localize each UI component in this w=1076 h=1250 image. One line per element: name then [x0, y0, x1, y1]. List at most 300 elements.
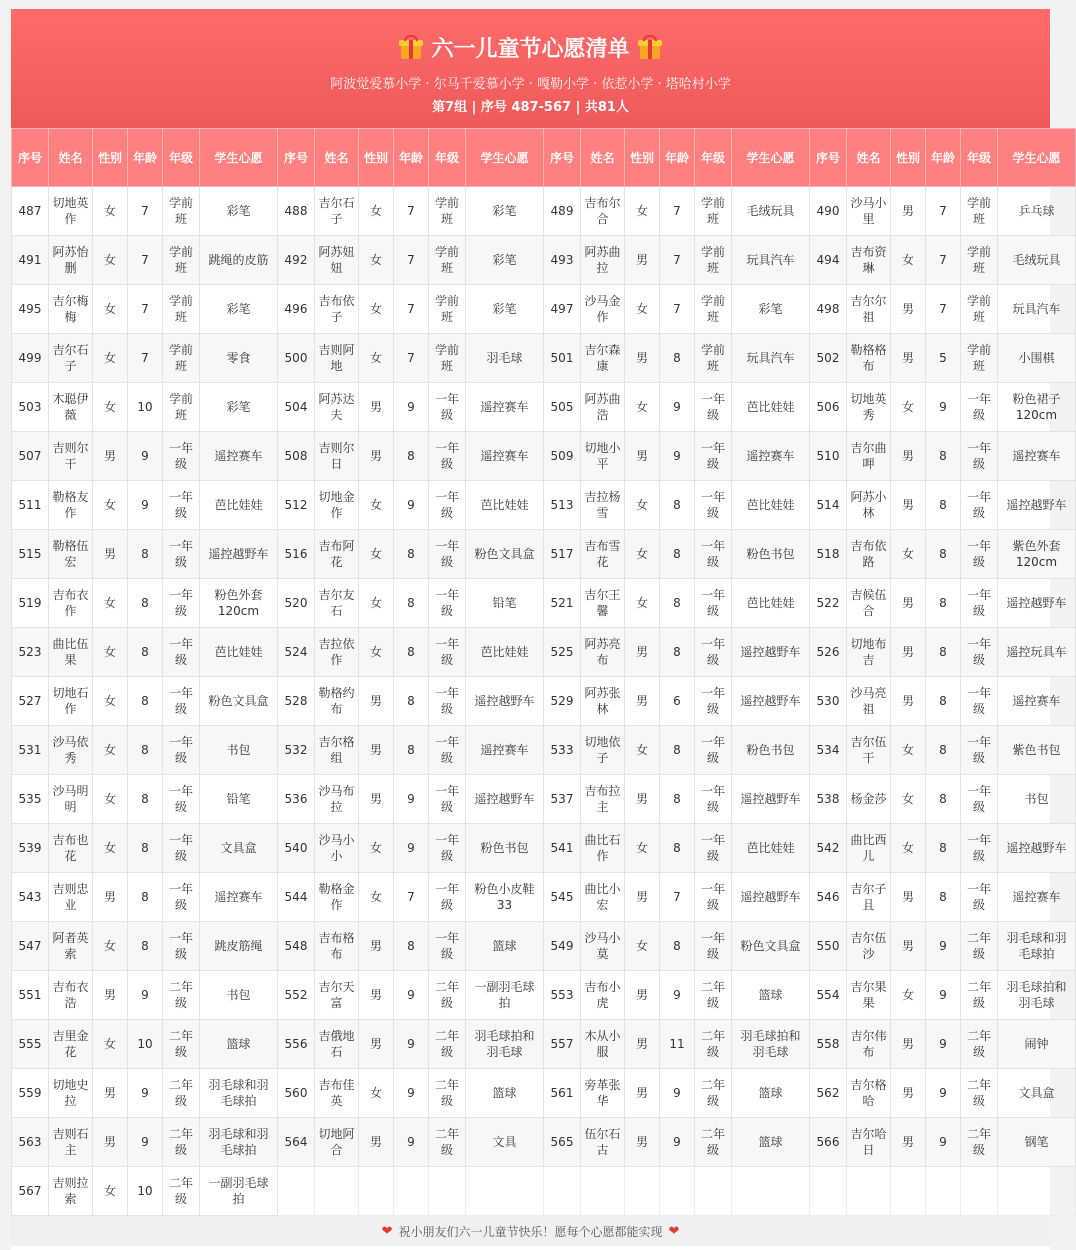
cell-gender: 女: [93, 824, 128, 873]
cell-wish: 篮球: [732, 971, 810, 1020]
column-header-name: 姓名: [581, 129, 625, 187]
column-header-wish: 学生心愿: [200, 129, 278, 187]
cell-wish: 玩具汽车: [998, 285, 1076, 334]
cell-grade: 一年级: [163, 824, 200, 873]
cell-seq: 556: [278, 1020, 315, 1069]
cell-wish: 乒乓球: [998, 187, 1076, 236]
cell-grade: 学前班: [695, 187, 732, 236]
cell-name: 吉尔石子: [315, 187, 359, 236]
cell-wish: 玩具汽车: [732, 236, 810, 285]
cell-name: 切地英秀: [847, 383, 891, 432]
cell-gender: 男: [891, 1020, 926, 1069]
cell-wish: 篮球: [466, 922, 544, 971]
cell-age: 9: [394, 824, 429, 873]
cell-grade: 一年级: [695, 383, 732, 432]
cell-age: 8: [128, 579, 163, 628]
cell-gender: 女: [891, 775, 926, 824]
cell-gender: 男: [359, 726, 394, 775]
cell-grade: 二年级: [429, 1020, 466, 1069]
cell-name: 勒格友作: [49, 481, 93, 530]
cell-gender: 男: [625, 1069, 660, 1118]
cell-gender: 女: [625, 383, 660, 432]
cell-wish: 芭比娃娃: [732, 579, 810, 628]
cell-grade: 一年级: [163, 579, 200, 628]
cell-age: 9: [394, 1069, 429, 1118]
cell-seq: 554: [810, 971, 847, 1020]
cell-seq: 535: [12, 775, 49, 824]
cell-gender: 男: [891, 187, 926, 236]
cell-name: 阿苏怡删: [49, 236, 93, 285]
cell-gender: 男: [625, 1118, 660, 1167]
cell-gender: 女: [93, 187, 128, 236]
cell-wish: 彩笔: [466, 285, 544, 334]
cell-name: 曲比伍果: [49, 628, 93, 677]
cell-wish: 粉色外套120cm: [200, 579, 278, 628]
empty-cell: [394, 1167, 429, 1216]
cell-seq: 513: [544, 481, 581, 530]
cell-wish: 彩笔: [200, 383, 278, 432]
cell-name: 吉尔梅梅: [49, 285, 93, 334]
cell-seq: 507: [12, 432, 49, 481]
cell-age: 7: [660, 285, 695, 334]
cell-grade: 一年级: [163, 775, 200, 824]
cell-gender: 男: [359, 1118, 394, 1167]
cell-seq: 499: [12, 334, 49, 383]
cell-wish: 遥控赛车: [998, 873, 1076, 922]
cell-gender: 男: [891, 1118, 926, 1167]
cell-age: 9: [394, 383, 429, 432]
cell-wish: 钢笔: [998, 1118, 1076, 1167]
cell-seq: 517: [544, 530, 581, 579]
cell-gender: 男: [625, 628, 660, 677]
table-row: [12, 579, 1076, 628]
empty-cell: [581, 1167, 625, 1216]
cell-name: 吉尔森康: [581, 334, 625, 383]
cell-name: 切地石作: [49, 677, 93, 726]
cell-gender: 女: [93, 481, 128, 530]
cell-seq: 549: [544, 922, 581, 971]
cell-grade: 学前班: [695, 236, 732, 285]
cell-grade: 一年级: [429, 873, 466, 922]
empty-cell: [315, 1167, 359, 1216]
cell-gender: 女: [93, 726, 128, 775]
cell-grade: 学前班: [163, 187, 200, 236]
cell-name: 吉尔格组: [315, 726, 359, 775]
column-header-wish: 学生心愿: [998, 129, 1076, 187]
cell-wish: 玩具汽车: [732, 334, 810, 383]
table-row: [12, 971, 1076, 1020]
cell-seq: 520: [278, 579, 315, 628]
cell-name: 勒格格布: [847, 334, 891, 383]
table-row: [12, 922, 1076, 971]
cell-wish: 书包: [998, 775, 1076, 824]
empty-cell: [926, 1167, 961, 1216]
cell-name: 沙马亮祖: [847, 677, 891, 726]
cell-wish: 粉色书包: [732, 530, 810, 579]
cell-seq: 551: [12, 971, 49, 1020]
cell-gender: 女: [359, 236, 394, 285]
cell-grade: 学前班: [163, 334, 200, 383]
column-header-seq: 序号: [544, 129, 581, 187]
table-row: [12, 1020, 1076, 1069]
table-row: [12, 334, 1076, 383]
cell-seq: 494: [810, 236, 847, 285]
cell-wish: 文具: [466, 1118, 544, 1167]
cell-grade: 一年级: [695, 432, 732, 481]
cell-seq: 500: [278, 334, 315, 383]
cell-grade: 一年级: [961, 775, 998, 824]
cell-seq: 562: [810, 1069, 847, 1118]
cell-seq: 491: [12, 236, 49, 285]
cell-seq: 498: [810, 285, 847, 334]
cell-wish: 粉色文具盒: [732, 922, 810, 971]
cell-gender: 女: [93, 628, 128, 677]
cell-seq: 492: [278, 236, 315, 285]
cell-seq: 545: [544, 873, 581, 922]
cell-age: 10: [128, 1167, 163, 1216]
cell-grade: 一年级: [429, 481, 466, 530]
cell-seq: 506: [810, 383, 847, 432]
cell-gender: 女: [625, 726, 660, 775]
empty-cell: [544, 1167, 581, 1216]
cell-gender: 女: [359, 285, 394, 334]
footer-text: 祝小朋友们六一儿童节快乐！愿每个心愿都能实现: [398, 1224, 663, 1239]
cell-seq: 538: [810, 775, 847, 824]
cell-age: 9: [394, 775, 429, 824]
cell-age: 7: [128, 334, 163, 383]
cell-name: 吉尔格哈: [847, 1069, 891, 1118]
cell-name: 吉尔石子: [49, 334, 93, 383]
cell-seq: 560: [278, 1069, 315, 1118]
cell-gender: 男: [891, 334, 926, 383]
cell-age: 9: [660, 383, 695, 432]
column-header-age: 年龄: [926, 129, 961, 187]
cell-name: 阿苏达夫: [315, 383, 359, 432]
cell-wish: 闹钟: [998, 1020, 1076, 1069]
cell-wish: 零食: [200, 334, 278, 383]
cell-wish: 遥控越野车: [466, 677, 544, 726]
cell-age: 9: [926, 1118, 961, 1167]
column-header-seq: 序号: [12, 129, 49, 187]
cell-gender: 女: [359, 530, 394, 579]
cell-age: 9: [660, 1069, 695, 1118]
table-row: [12, 873, 1076, 922]
empty-cell: [732, 1167, 810, 1216]
cell-gender: 女: [625, 481, 660, 530]
cell-seq: 544: [278, 873, 315, 922]
cell-gender: 女: [93, 1167, 128, 1216]
cell-name: 吉布拉主: [581, 775, 625, 824]
cell-gender: 女: [93, 775, 128, 824]
empty-cell: [359, 1167, 394, 1216]
empty-cell: [810, 1167, 847, 1216]
cell-wish: 羽毛球和羽毛球拍: [998, 922, 1076, 971]
empty-cell: [998, 1167, 1076, 1216]
cell-grade: 一年级: [695, 922, 732, 971]
cell-gender: 女: [359, 334, 394, 383]
table-row: [12, 677, 1076, 726]
cell-grade: 学前班: [961, 187, 998, 236]
cell-grade: 二年级: [961, 971, 998, 1020]
cell-grade: 学前班: [163, 236, 200, 285]
cell-wish: 遥控赛车: [998, 432, 1076, 481]
cell-age: 8: [394, 677, 429, 726]
cell-age: 8: [660, 824, 695, 873]
cell-name: 吉布依子: [315, 285, 359, 334]
cell-age: 8: [926, 775, 961, 824]
cell-age: 9: [128, 432, 163, 481]
cell-seq: 564: [278, 1118, 315, 1167]
cell-gender: 男: [625, 1020, 660, 1069]
cell-wish: 羽毛球和羽毛球拍: [200, 1118, 278, 1167]
cell-wish: 彩笔: [466, 187, 544, 236]
table-row: [12, 1069, 1076, 1118]
cell-wish: 粉色小皮鞋33: [466, 873, 544, 922]
column-header-grade: 年级: [429, 129, 466, 187]
cell-wish: 铅笔: [466, 579, 544, 628]
cell-name: 勒格约布: [315, 677, 359, 726]
cell-age: 11: [660, 1020, 695, 1069]
gift-icon: [638, 35, 662, 59]
cell-seq: 524: [278, 628, 315, 677]
cell-seq: 489: [544, 187, 581, 236]
cell-wish: 遥控赛车: [732, 432, 810, 481]
cell-age: 9: [128, 1118, 163, 1167]
cell-name: 阿者英索: [49, 922, 93, 971]
cell-seq: 504: [278, 383, 315, 432]
cell-grade: 学前班: [429, 236, 466, 285]
page-footer: [11, 1216, 1050, 1246]
empty-cell: [847, 1167, 891, 1216]
cell-wish: 遥控赛车: [200, 873, 278, 922]
cell-gender: 男: [891, 873, 926, 922]
cell-wish: 遥控越野车: [732, 628, 810, 677]
cell-age: 8: [128, 628, 163, 677]
column-header-age: 年龄: [660, 129, 695, 187]
cell-name: 阿苏妞妞: [315, 236, 359, 285]
cell-grade: 一年级: [961, 726, 998, 775]
cell-seq: 558: [810, 1020, 847, 1069]
cell-age: 9: [394, 481, 429, 530]
cell-name: 吉布小虎: [581, 971, 625, 1020]
cell-name: 吉尔曲呷: [847, 432, 891, 481]
cell-grade: 一年级: [961, 383, 998, 432]
cell-name: 吉布依路: [847, 530, 891, 579]
cell-name: 切地依子: [581, 726, 625, 775]
cell-grade: 学前班: [695, 334, 732, 383]
cell-age: 9: [128, 481, 163, 530]
cell-name: 阿苏小林: [847, 481, 891, 530]
column-header-grade: 年级: [961, 129, 998, 187]
cell-seq: 526: [810, 628, 847, 677]
cell-seq: 508: [278, 432, 315, 481]
cell-gender: 男: [625, 775, 660, 824]
table-row: [12, 1118, 1076, 1167]
cell-name: 阿苏曲拉: [581, 236, 625, 285]
cell-gender: 男: [359, 775, 394, 824]
cell-name: 木从小服: [581, 1020, 625, 1069]
cell-name: 沙马明明: [49, 775, 93, 824]
cell-seq: 490: [810, 187, 847, 236]
cell-grade: 二年级: [163, 971, 200, 1020]
cell-seq: 546: [810, 873, 847, 922]
cell-name: 吉尔王馨: [581, 579, 625, 628]
cell-name: 阿苏张林: [581, 677, 625, 726]
cell-grade: 学前班: [429, 285, 466, 334]
cell-seq: 548: [278, 922, 315, 971]
cell-wish: 芭比娃娃: [732, 824, 810, 873]
cell-gender: 女: [891, 971, 926, 1020]
cell-age: 7: [660, 187, 695, 236]
cell-wish: 羽毛球: [466, 334, 544, 383]
cell-seq: 497: [544, 285, 581, 334]
cell-gender: 女: [359, 481, 394, 530]
cell-age: 8: [660, 334, 695, 383]
cell-grade: 一年级: [429, 579, 466, 628]
cell-wish: 遥控越野车: [200, 530, 278, 579]
cell-name: 勒格金作: [315, 873, 359, 922]
cell-gender: 男: [891, 432, 926, 481]
table-row: [12, 236, 1076, 285]
gift-icon: [399, 35, 423, 59]
column-header-age: 年龄: [394, 129, 429, 187]
cell-age: 8: [660, 628, 695, 677]
column-header-name: 姓名: [315, 129, 359, 187]
cell-wish: 一副羽毛球拍: [200, 1167, 278, 1216]
cell-seq: 525: [544, 628, 581, 677]
table-row: [12, 775, 1076, 824]
cell-wish: 遥控越野车: [732, 873, 810, 922]
cell-name: 木聪伊薇: [49, 383, 93, 432]
cell-gender: 女: [891, 530, 926, 579]
cell-age: 9: [660, 971, 695, 1020]
cell-gender: 女: [93, 677, 128, 726]
empty-cell: [961, 1167, 998, 1216]
cell-seq: 561: [544, 1069, 581, 1118]
cell-age: 8: [660, 726, 695, 775]
cell-name: 杨金莎: [847, 775, 891, 824]
cell-age: 8: [394, 530, 429, 579]
cell-age: 8: [394, 432, 429, 481]
cell-seq: 488: [278, 187, 315, 236]
cell-name: 吉尔伍沙: [847, 922, 891, 971]
cell-name: 吉尔天富: [315, 971, 359, 1020]
cell-age: 8: [128, 824, 163, 873]
cell-age: 8: [926, 530, 961, 579]
cell-age: 9: [128, 971, 163, 1020]
cell-gender: 女: [93, 1020, 128, 1069]
cell-wish: 遥控越野车: [732, 677, 810, 726]
column-header-gender: 性别: [625, 129, 660, 187]
cell-grade: 一年级: [429, 432, 466, 481]
cell-gender: 男: [891, 922, 926, 971]
cell-age: 8: [660, 579, 695, 628]
cell-seq: 522: [810, 579, 847, 628]
cell-grade: 一年级: [695, 775, 732, 824]
cell-grade: 一年级: [961, 824, 998, 873]
heart-icon: ❤: [381, 1223, 393, 1239]
table-row: [12, 481, 1076, 530]
cell-grade: 学前班: [429, 334, 466, 383]
cell-age: 7: [394, 285, 429, 334]
cell-name: 伍尔石古: [581, 1118, 625, 1167]
cell-age: 8: [926, 579, 961, 628]
cell-age: 6: [660, 677, 695, 726]
cell-name: 吉拉依作: [315, 628, 359, 677]
cell-gender: 男: [359, 1020, 394, 1069]
cell-age: 8: [394, 922, 429, 971]
cell-name: 吉布雪花: [581, 530, 625, 579]
cell-age: 8: [926, 824, 961, 873]
cell-age: 7: [660, 873, 695, 922]
cell-gender: 女: [625, 824, 660, 873]
cell-wish: 篮球: [200, 1020, 278, 1069]
cell-name: 吉则石主: [49, 1118, 93, 1167]
cell-seq: 502: [810, 334, 847, 383]
cell-grade: 一年级: [695, 677, 732, 726]
cell-wish: 遥控赛车: [466, 383, 544, 432]
cell-wish: 遥控越野车: [732, 775, 810, 824]
cell-wish: 芭比娃娃: [466, 481, 544, 530]
cell-wish: 彩笔: [200, 187, 278, 236]
cell-seq: 512: [278, 481, 315, 530]
cell-wish: 芭比娃娃: [732, 383, 810, 432]
cell-wish: 粉色文具盒: [466, 530, 544, 579]
cell-name: 切地金作: [315, 481, 359, 530]
cell-age: 7: [128, 285, 163, 334]
cell-gender: 男: [93, 1118, 128, 1167]
cell-age: 9: [926, 383, 961, 432]
cell-wish: 粉色裙子120cm: [998, 383, 1076, 432]
cell-name: 切地史拉: [49, 1069, 93, 1118]
heart-icon: ❤: [668, 1223, 680, 1239]
column-header-grade: 年级: [163, 129, 200, 187]
cell-age: 8: [394, 628, 429, 677]
cell-age: 8: [660, 922, 695, 971]
cell-wish: 遥控越野车: [466, 775, 544, 824]
cell-gender: 女: [359, 1069, 394, 1118]
cell-name: 吉则忠业: [49, 873, 93, 922]
cell-gender: 男: [93, 873, 128, 922]
cell-wish: 遥控玩具车: [998, 628, 1076, 677]
cell-seq: 487: [12, 187, 49, 236]
cell-wish: 篮球: [466, 1069, 544, 1118]
cell-age: 8: [128, 873, 163, 922]
cell-name: 旁革张华: [581, 1069, 625, 1118]
cell-age: 7: [394, 334, 429, 383]
cell-gender: 男: [891, 481, 926, 530]
cell-gender: 女: [359, 579, 394, 628]
column-header-gender: 性别: [93, 129, 128, 187]
cell-name: 吉布衣作: [49, 579, 93, 628]
cell-gender: 男: [891, 628, 926, 677]
cell-age: 8: [926, 481, 961, 530]
column-header-gender: 性别: [891, 129, 926, 187]
cell-seq: 537: [544, 775, 581, 824]
cell-wish: 书包: [200, 971, 278, 1020]
cell-seq: 501: [544, 334, 581, 383]
table-row: [12, 187, 1076, 236]
column-header-seq: 序号: [278, 129, 315, 187]
cell-age: 8: [926, 432, 961, 481]
cell-seq: 552: [278, 971, 315, 1020]
cell-wish: 遥控赛车: [200, 432, 278, 481]
column-header-wish: 学生心愿: [466, 129, 544, 187]
cell-gender: 女: [625, 922, 660, 971]
cell-age: 8: [926, 726, 961, 775]
cell-age: 8: [128, 677, 163, 726]
cell-seq: 515: [12, 530, 49, 579]
